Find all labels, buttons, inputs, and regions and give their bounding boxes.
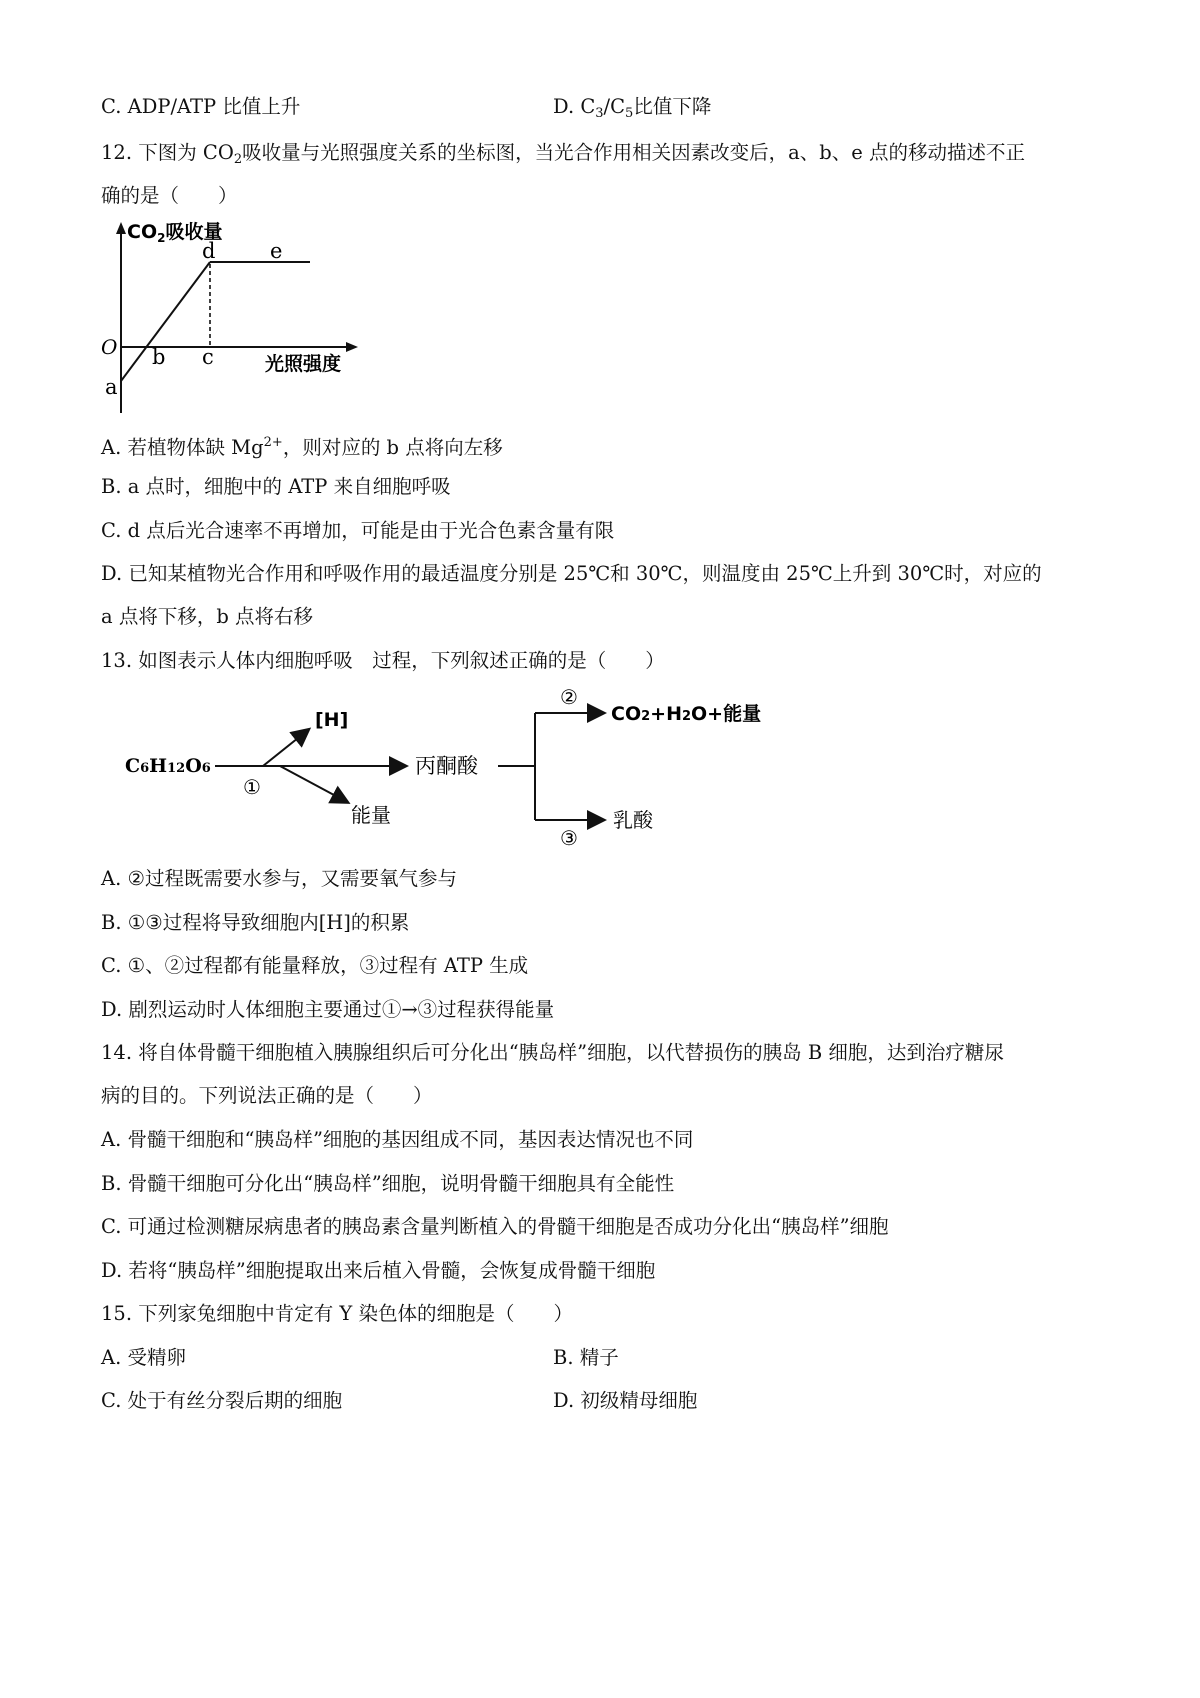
y-axis-label: $CO_2$吸收量 [127,221,223,245]
aerobic-products: CO2+H2O+能量 [611,703,762,725]
q12-stem-line1: 12. 下图为 $CO_2$吸收量与光照强度关系的坐标图，当光合作用相关因素改变后，a、b、e 点的移动描述不正 [101,141,1025,167]
h-branch-arrow [263,730,308,766]
q13-stem: 13. 如图表示人体内细胞呼吸 过程，下列叙述正确的是（ ） [101,649,665,672]
q11-option-d: D. $C_3/C_5$比值下降 [553,95,712,121]
q14-option-c: C. 可通过检测糖尿病患者的胰岛素含量判断植入的骨髓干细胞是否成功分化出“胰岛样”细胞 [101,1215,889,1238]
q12-option-c: C. d 点后光合速率不再增加，可能是由于光合色素含量有限 [101,519,615,542]
q13-option-a: A. ②过程既需要水参与，又需要氧气参与 [101,867,457,890]
q13-option-c: C. ①、②过程都有能量释放，③过程有 ATP 生成 [101,954,529,977]
q12-stem-line2: 确的是（ ） [101,184,238,207]
q12-option-b: B. a 点时，细胞中的 ATP 来自细胞呼吸 [101,475,451,498]
q14-option-d: D. 若将“胰岛样”细胞提取出来后植入骨髓，会恢复成骨髓干细胞 [101,1259,656,1282]
q15-option-b: B. 精子 [553,1346,619,1369]
q12-option-d-line2: a 点将下移，b 点将右移 [101,605,314,628]
x-axis-arrow [346,342,358,352]
q15-option-c: C. 处于有丝分裂后期的细胞 [101,1389,343,1412]
origin-label: O [101,335,118,359]
respiration-diagram [115,682,795,852]
point-a-label: a [105,375,118,399]
step1-label: ① [243,775,261,799]
glucose-formula: C6H12O6 [125,755,211,777]
q12-option-d-line1: D. 已知某植物光合作用和呼吸作用的最适温度分别是 25℃和 30℃，则温度由 25℃上升到 30℃时，对应的 [101,562,1042,585]
q15-stem: 15. 下列家兔细胞中肯定有 Y 染色体的细胞是（ ） [101,1302,573,1325]
q12-option-a: A. 若植物体缺 $Mg^{2+}$，则对应的 b 点将向左移 [101,435,503,459]
point-b-label: b [152,345,166,369]
q11-option-c: C. ADP/ATP 比值上升 [101,95,301,118]
q15-option-d: D. 初级精母细胞 [553,1389,698,1412]
rising-line [121,262,210,381]
point-c-label: c [202,345,214,369]
co2-light-graph [95,218,365,418]
step2-label: ② [560,685,578,709]
q14-stem-line2: 病的目的。下列说法正确的是（ ） [101,1084,433,1107]
q14-option-a: A. 骨髓干细胞和“胰岛样”细胞的基因组成不同，基因表达情况也不同 [101,1128,694,1151]
q13-option-b: B. ①③过程将导致细胞内[H]的积累 [101,911,410,934]
lactic-acid-label: 乳酸 [613,808,653,832]
energy-branch-arrow [280,766,347,802]
x-axis-label: 光照强度 [265,353,342,375]
q14-stem-line1: 14. 将自体骨髓干细胞植入胰腺组织后可分化出“胰岛样”细胞，以代替损伤的胰岛 B 细胞，达到治疗糖尿 [101,1041,1004,1064]
step3-label: ③ [560,826,578,850]
energy-label: 能量 [351,803,391,827]
pyruvate-label: 丙酮酸 [415,754,478,778]
q15-option-a: A. 受精卵 [101,1346,186,1369]
point-d-label: d [202,239,216,263]
h-label: [H] [315,709,349,731]
q14-option-b: B. 骨髓干细胞可分化出“胰岛样”细胞，说明骨髓干细胞具有全能性 [101,1172,675,1195]
y-axis-arrow [116,222,126,234]
q13-option-d: D. 剧烈运动时人体细胞主要通过①→③过程获得能量 [101,998,555,1021]
point-e-label: e [270,239,283,263]
